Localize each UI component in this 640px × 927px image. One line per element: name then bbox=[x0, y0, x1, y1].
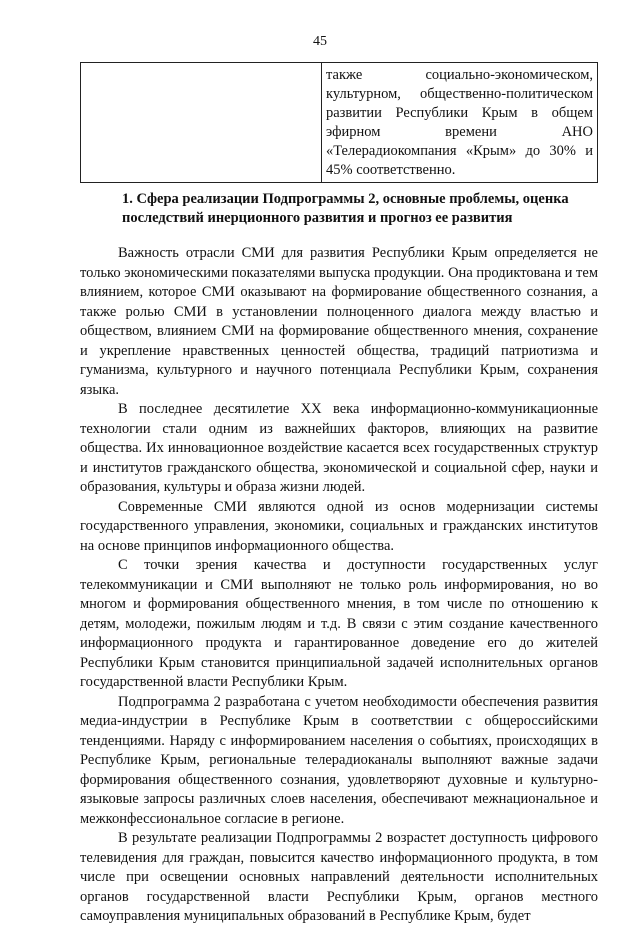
paragraph: Современные СМИ являются одной из основ модернизации системы государственного управления, экономики, социальных и гражданских институтов на основе принципов информационного общества. bbox=[80, 498, 598, 554]
page-number: 45 bbox=[313, 34, 327, 49]
paragraph: Важность отрасли СМИ для развития Республики Крым определяется не только экономическими показателями выпуска продукции. Она продиктована и тем влиянием, которое СМИ оказывают на формирование общественного сознания, а также ролью СМИ в установлении полноценного диалога между властью и обществом, влиянием СМИ на формирование общественного мнения, сохранение и укрепление нравственных ценностей общества, традиций патриотизма и гуманизма, культурного и научного потенциала Республики Крым, сохранения языка. bbox=[80, 245, 598, 398]
paragraph: В результате реализации Подпрограммы 2 возрастет доступность цифрового телевидения для граждан, повысится качество информационного продукта, в том числе при освещении основных направлений деятельности исполнительных органов государственной власти Республики Крым, органов местного самоуправления муниципальных образований в Республике Крым, будет bbox=[80, 830, 598, 924]
table-row bbox=[81, 63, 598, 183]
paragraph: Подпрограмма 2 разработана с учетом необходимости обеспечения развития медиа-индустрии в Республике Крым в соответствии с общероссийскими тенденциями. Наряду с информированием населения о событиях, происходящих в Республике Крым, региональные телерадиоканалы выполняют важные задачи формирования общественного сознания, удовлетворяют духовные и культурно-языковые запросы различных слоев населения, обеспечивают межнациональное и межконфессиональное согласие в регионе. bbox=[80, 693, 598, 827]
table-cell-empty bbox=[81, 63, 322, 183]
table-cell-text: также социально-экономическом, культурном, общественно-политическом развитии Республики Крым в общем эфирном времени АНО «Телерадиокомпания «Крым» до 30% и 45% соответственно. bbox=[322, 63, 598, 183]
section-heading: 1. Сфера реализации Подпрограммы 2, основные проблемы, оценка последствий инерционного развития и прогноз ее развития bbox=[122, 191, 569, 226]
paragraph: В последнее десятилетие XX века информационно-коммуникационные технологии стали одним из важнейших факторов, влияющих на развитие общества. Их инновационное воздействие касается всех государственных структур и институтов гражданского общества, экономической и социальной сфер, науки и образования, культуры и образа жизни людей. bbox=[80, 401, 598, 495]
paragraph: С точки зрения качества и доступности государственных услуг телекоммуникации и СМИ выполняют не только роль информирования, но во многом и формирования общественного мнения, в том числе по отношению к детям, молодежи, пожилым людям и т.д. В связи с этим создание качественного информационного продукта и гарантированное доведение его до жителей Республики Крым становится принципиальной задачей исполнительных органов государственной власти Республики Крым. bbox=[80, 557, 598, 690]
body-text bbox=[80, 244, 598, 927]
continuation-table bbox=[80, 62, 598, 183]
